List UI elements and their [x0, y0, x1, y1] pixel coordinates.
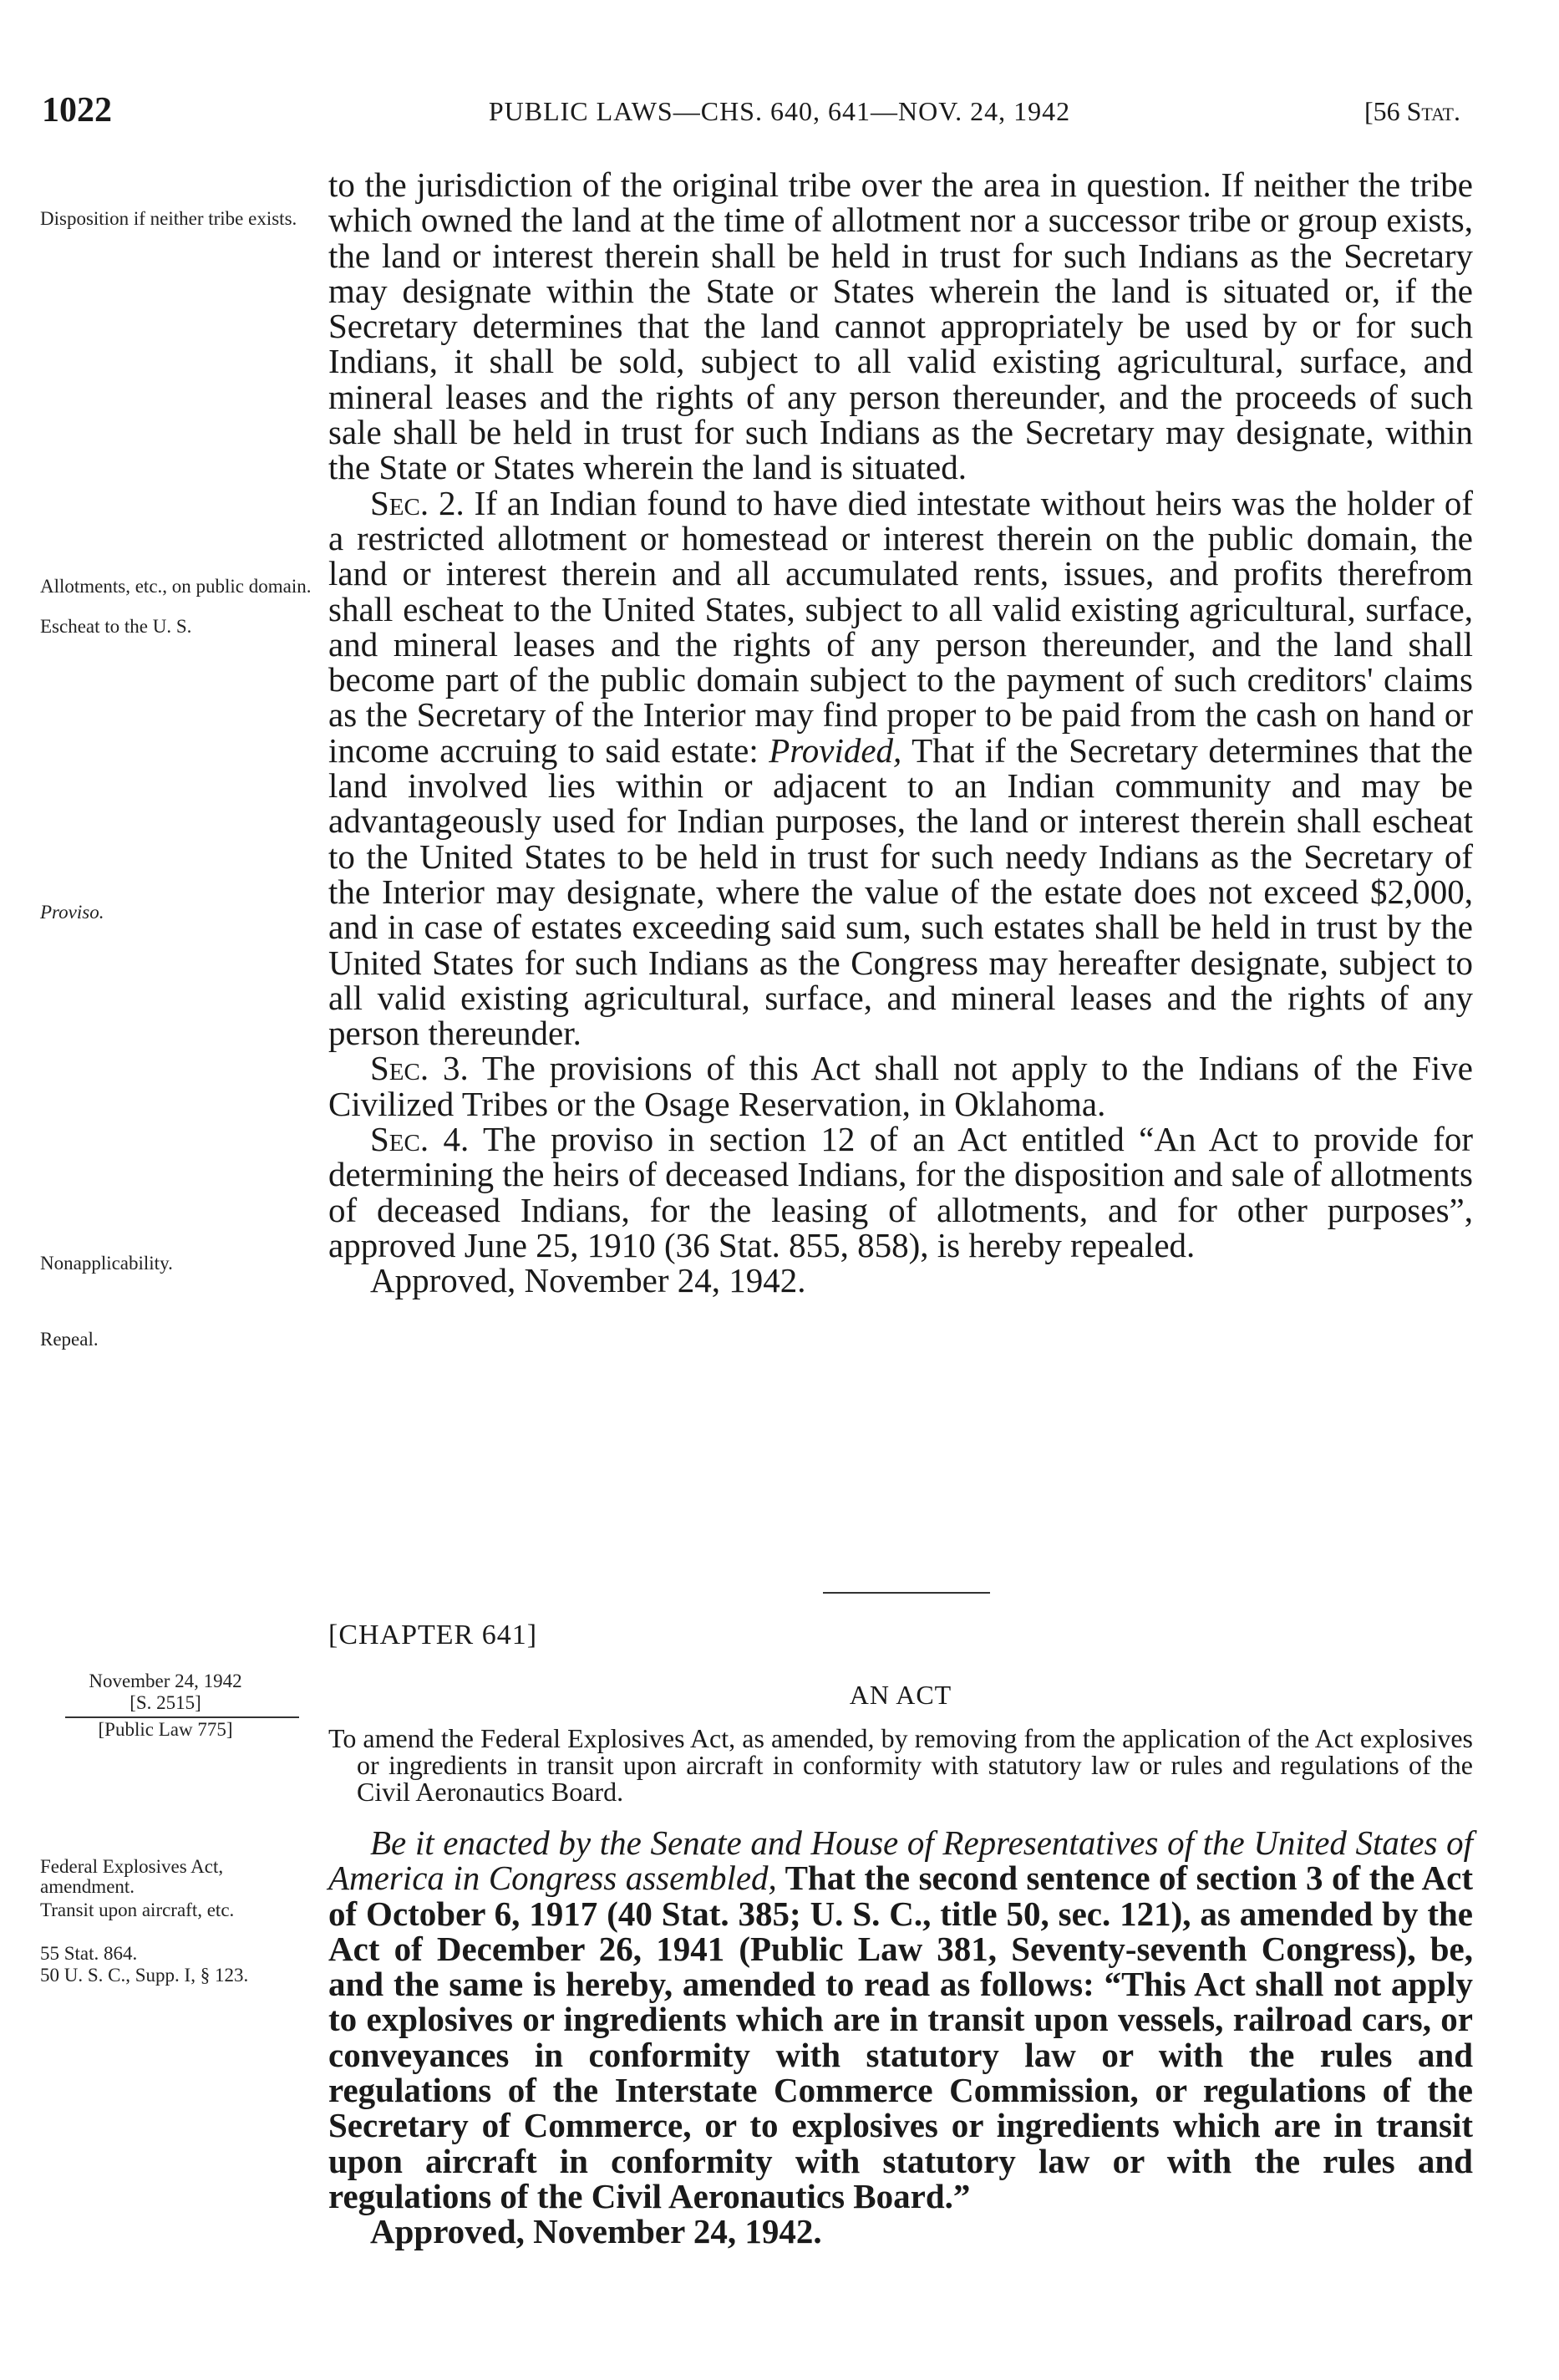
approval-line-641: Approved, November 24, 1942.	[370, 2212, 822, 2251]
chapter-641-heading	[328, 1620, 1473, 1828]
margin-note-disposition: Disposition if neither tribe exists.	[40, 208, 297, 229]
margin-note-nonapplicability: Nonapplicability.	[40, 1253, 173, 1274]
volume-reference	[1364, 96, 1460, 127]
margin-note-public-law: [Public Law 775]	[98, 1719, 233, 1740]
margin-note-escheat: Escheat to the U. S.	[40, 616, 192, 637]
approval-line-640: Approved, November 24, 1942.	[370, 1261, 806, 1300]
section-4-text: The proviso in section 12 of an Act entitled “An Act to provide for determining the heirs of deceased Indians, for the disposition and sale of allotments of deceased Indians, for the leasing of allotments, and for other purposes”, approved June 25, 1910 (36 Stat. 855, 858), is hereby repealed.	[328, 1120, 1473, 1264]
enacting-paragraph	[328, 1825, 1473, 2214]
section-3-text: The provisions of this Act shall not apply to the Indians of the Five Civilized Tribes or the Osage Reservation, in Oklahoma.	[328, 1049, 1473, 1123]
margin-note-transit: Transit upon aircraft, etc.	[40, 1899, 235, 1920]
provided-word: Provided,	[769, 730, 902, 770]
amendment-text: That the second sentence of section 3 of the Act of October 6, 1917 (40 Stat. 385; U. S. C., title 50, sec. 121), as amended by the Act of December 26, 1941 (Public Law 381, Seventy-seventh Congress), be, and the same is hereby, amended to read as follows: “This Act shall not apply to explosives or ingredients which are in transit upon vessels, railroad cars, or conveyances in conformity with statutory law or with the rules and regulations of the Interstate Commerce Commission, or regulations of the Secretary of Commerce, or to explosives or ingredients which are in transit upon aircraft in conformity with statutory law or with the rules and regulations of the Civil Aeronautics Board.”	[328, 1859, 1474, 2215]
page-number: 1022	[42, 91, 112, 130]
margin-note-bill: [S. 2515]	[129, 1692, 201, 1713]
section-4-label: Sec. 4.	[370, 1120, 470, 1159]
section-2-text: If an Indian found to have died intestate without heirs was the holder of a restricted allotment or homestead or interest therein on the public domain, the land or interest therein and all accumulated rents, issues, and profits therefrom shall escheat to the United States, subject to all valid existing agricultural, surface, and mineral leases and the rights of any person thereunder, and the land shall become part of the public domain subject to the payment of such creditors' claims as the Secretary of the Interior may find proper to be paid from the cash on hand or income accruing to said estate:	[328, 483, 1473, 770]
section-3	[328, 1050, 1473, 1121]
proviso-text: That if the Secretary determines that the land involved lies within or adjacent to an Indian community and may be advantageously used for Indian purposes, the land or interest therein shall escheat to the United States to be held in trust for such needy Indians as the Secretary of the Interior may designate, where the value of the estate does not exceed $2,000, and in case of estates exceeding said sum, such estates shall be held in trust by the United States for such Indians as the Congress may hereafter designate, subject to all valid existing agricultural, surface, and mineral leases and the rights of any person thereunder.	[328, 730, 1473, 1053]
margin-note-federal-explosives: Federal Explosives Act, amendment.	[40, 1856, 224, 1897]
chapter-641-text	[328, 1825, 1473, 2250]
margin-note-cite-stat: 55 Stat. 864.	[40, 1943, 138, 1964]
volume-stat: Stat.	[1406, 96, 1460, 126]
margin-note-repeal: Repeal.	[40, 1329, 99, 1350]
enacting-clause: Be it enacted by the Senate and House of Representatives of the United States of America in Congress assembled,	[328, 1823, 1473, 1898]
margin-note-date: November 24, 1942	[89, 1671, 242, 1691]
running-title: PUBLIC LAWS—CHS. 640, 641—NOV. 24, 1942	[488, 96, 1071, 126]
margin-note-proviso: Proviso.	[40, 902, 104, 923]
chapter-640-text	[328, 167, 1473, 1299]
volume-open: [56	[1363, 96, 1407, 126]
paragraph-continuation: to the jurisdiction of the original tribe over the area in question. If neither the tribe which owned the land at the time of allotment nor a successor tribe or group exists, the land or interest therein shall be held in trust for such Indians as the Secretary may designate within the State or States wherein the land is situated or, if the Secretary determines that the land cannot appropriately be used by or for such Indians, it shall be sold, subject to all valid existing agricultural, surface, and mineral leases and the rights of any person thereunder, and the proceeds of such sale shall be held in trust for such Indians as the Secretary may designate, within the State or States wherein the land is situated.	[328, 165, 1473, 487]
chapter-number: [CHAPTER 641]	[328, 1620, 538, 1650]
section-3-label: Sec. 3.	[370, 1049, 469, 1088]
act-purpose: To amend the Federal Explosives Act, as amended, by removing from the application of the Act explosives or ingredients in transit upon aircraft in conformity with statutory law or rules and regulations of the Civil Aeronautics Board.	[328, 1723, 1473, 1807]
an-act-title: AN ACT	[849, 1680, 952, 1710]
margin-rule	[65, 1716, 299, 1718]
chapter-divider	[823, 1592, 990, 1594]
section-2	[328, 483, 1473, 1053]
section-2-label: Sec. 2.	[370, 483, 465, 522]
margin-note-allotments: Allotments, etc., on public domain.	[40, 576, 312, 597]
margin-note-cite-usc: 50 U. S. C., Supp. I, § 123.	[40, 1965, 249, 1986]
section-4	[328, 1121, 1473, 1263]
